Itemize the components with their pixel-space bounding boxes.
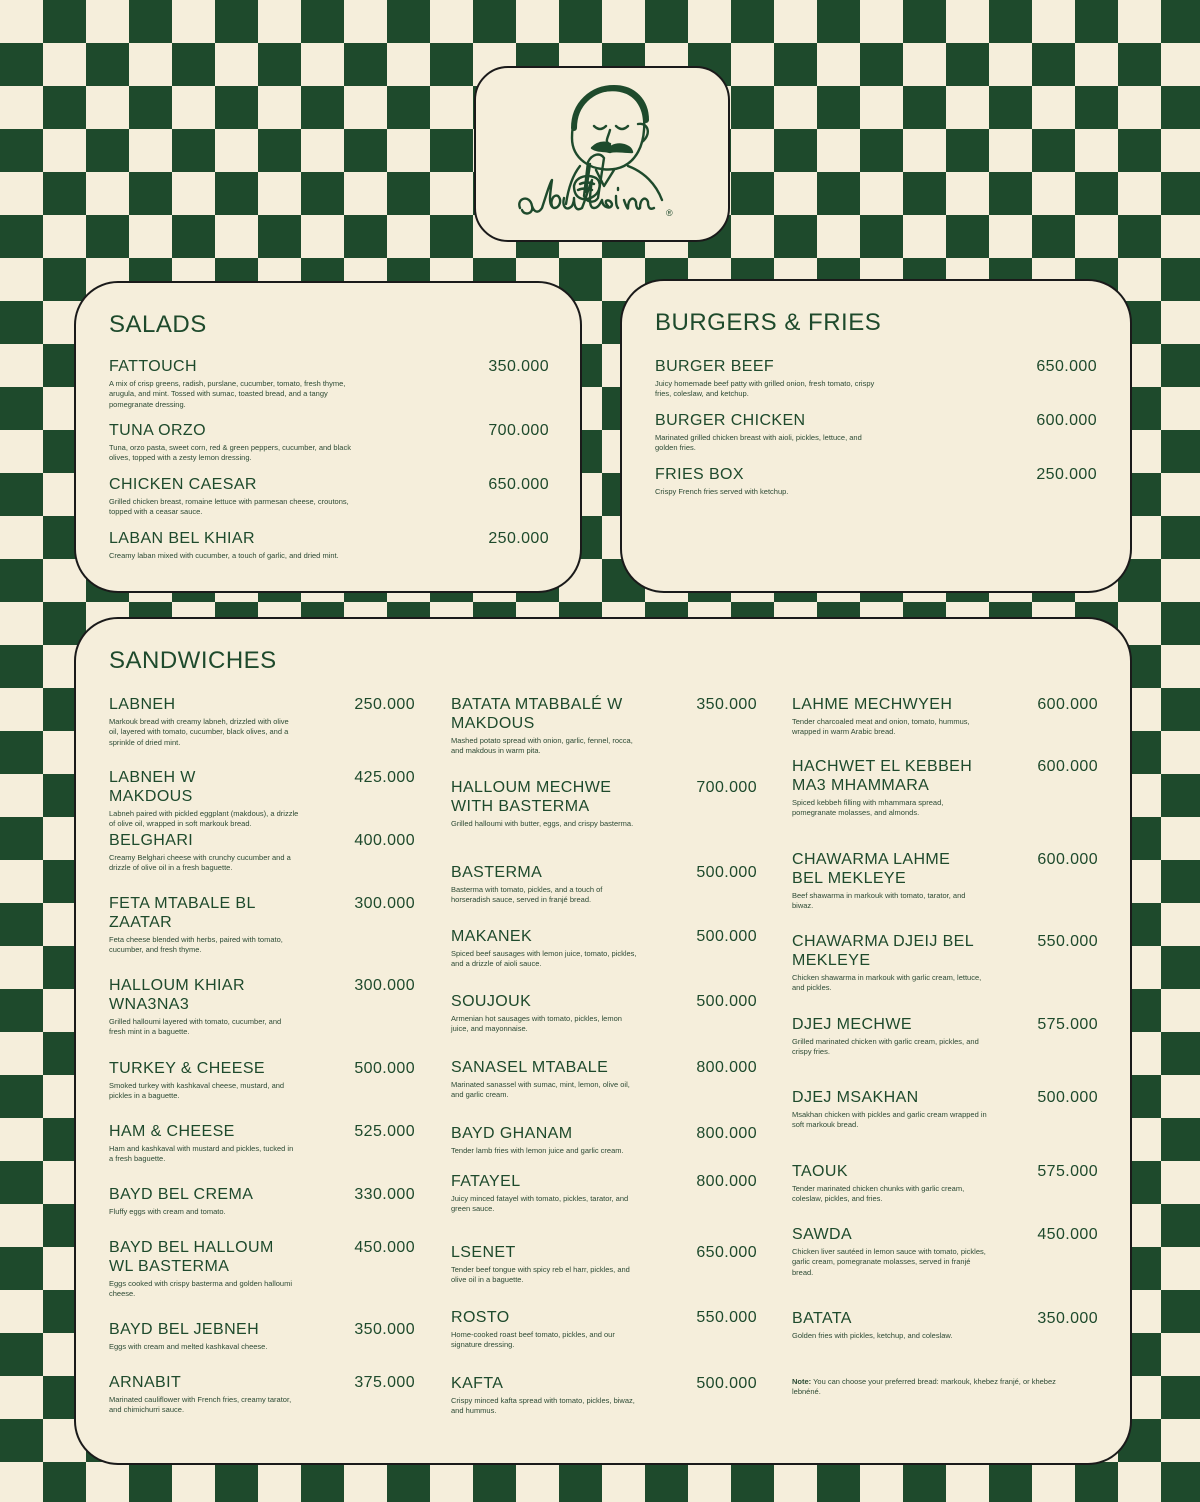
item-price: 375.000 (354, 1374, 415, 1391)
item-description: Creamy Belghari cheese with crunchy cucumber and a drizzle of olive oil in a fresh baguette. (109, 853, 291, 873)
menu-item (451, 778, 757, 829)
menu-item (451, 1172, 757, 1215)
item-description: Tender beef tongue with spicy reb el harr, pickles, and olive oil in a baguette. (451, 1265, 630, 1285)
menu-item (109, 529, 549, 561)
item-name: FRIES BOX (655, 466, 744, 483)
item-price: 500.000 (696, 993, 757, 1010)
bread-note (792, 1377, 1062, 1398)
item-name: SOUJOUK (451, 993, 532, 1010)
menu-item (109, 1122, 415, 1165)
menu-item (792, 695, 1098, 738)
item-name: CHAWARMA LAHME BEL MEKLEYE (792, 851, 951, 887)
item-name: HAM & CHEESE (109, 1123, 235, 1140)
menu-item (109, 976, 415, 1038)
menu-item (792, 757, 1098, 819)
menu-item (109, 1185, 415, 1217)
item-description: Spiced beef sausages with lemon juice, tomato, pickles, and a drizzle of aioli sauce. (451, 949, 637, 969)
item-description: Labneh paired with pickled eggplant (makdous), a drizzle of olive oil, wrapped in soft markouk bread. (109, 809, 299, 829)
item-description: Crispy French fries served with ketchup. (655, 487, 789, 496)
item-name: TAOUK (792, 1163, 848, 1180)
item-name: SANASEL MTABALE (451, 1059, 609, 1076)
bread-note-text: You can choose your preferred bread: markouk, khebez franjé, or khebez lebnéné. (792, 1377, 1056, 1397)
item-name: BELGHARI (109, 832, 194, 849)
salads-title: SALADS (109, 311, 207, 338)
item-name: BATATA MTABBALÉ W MAKDOUS (451, 696, 623, 732)
item-description: Marinated sanassel with sumac, mint, lemon, olive oil, and garlic cream. (451, 1080, 630, 1100)
item-description: Beef shawarma in markouk with tomato, tarator, and biwaz. (792, 891, 966, 911)
menu-item (109, 1059, 415, 1102)
menu-item (792, 1162, 1098, 1205)
registered-mark: ® (666, 208, 673, 218)
burgers-card (620, 279, 1132, 593)
item-description: Tuna, orzo pasta, sweet corn, red & green peppers, cucumber, and black olives, topped with a zesty lemon dressing. (109, 443, 351, 463)
item-name: TURKEY & CHEESE (109, 1060, 265, 1077)
item-description: Chicken liver sautéed in lemon sauce with tomato, pickles, garlic cream, pomegranate molasses, served in franjé bread. (792, 1247, 986, 1277)
item-name: BAYD BEL CREMA (109, 1186, 254, 1203)
menu-item (451, 695, 757, 757)
menu-item (655, 357, 1097, 400)
item-price: 700.000 (488, 422, 549, 439)
item-price: 500.000 (696, 928, 757, 945)
item-name: BAYD BEL HALLOUM WL BASTERMA (109, 1239, 274, 1275)
item-price: 350.000 (1037, 1310, 1098, 1327)
item-description: Eggs cooked with crispy basterma and golden halloumi cheese. (109, 1279, 293, 1299)
item-name: LABAN BEL KHIAR (109, 530, 255, 547)
menu-item (109, 768, 415, 830)
item-price: 350.000 (696, 696, 757, 713)
item-description: Smoked turkey with kashkaval cheese, mustard, and pickles in a baguette. (109, 1081, 285, 1101)
item-price: 600.000 (1037, 758, 1098, 775)
item-price: 600.000 (1037, 851, 1098, 868)
item-description: Tender charcoaled meat and onion, tomato, hummus, wrapped in warm Arabic bread. (792, 717, 970, 737)
item-price: 550.000 (696, 1309, 757, 1326)
item-price: 550.000 (1037, 933, 1098, 950)
item-price: 800.000 (696, 1173, 757, 1190)
item-price: 450.000 (354, 1239, 415, 1256)
sandwiches-card (74, 617, 1132, 1465)
item-description: Chicken shawarma in markouk with garlic cream, lettuce, and pickles. (792, 973, 982, 993)
item-description: A mix of crisp greens, radish, purslane, cucumber, tomato, fresh thyme, arugula, and mint. Tossed with sumac, toasted bread, and a tangy pomegranate dressing. (109, 379, 346, 409)
item-description: Grilled chicken breast, romaine lettuce with parmesan cheese, croutons, topped with a ceasar sauce. (109, 497, 349, 517)
item-name: ROSTO (451, 1309, 510, 1326)
item-name: BATATA (792, 1310, 852, 1327)
item-description: Juicy minced fatayel with tomato, pickles, tarator, and green sauce. (451, 1194, 629, 1214)
item-description: Golden fries with pickles, ketchup, and coleslaw. (792, 1331, 953, 1340)
menu-item (792, 1225, 1098, 1278)
menu-item (451, 1124, 757, 1156)
bread-note-label: Note: (792, 1377, 812, 1386)
item-price: 800.000 (696, 1125, 757, 1142)
item-name: BAYD GHANAM (451, 1125, 573, 1142)
item-price: 250.000 (354, 696, 415, 713)
item-price: 600.000 (1036, 412, 1097, 429)
item-name: KAFTA (451, 1375, 504, 1392)
logo-card (474, 66, 730, 242)
menu-item (792, 850, 1098, 912)
menu-item (109, 421, 549, 464)
item-price: 650.000 (1036, 358, 1097, 375)
menu-item (109, 894, 415, 956)
item-name: LABNEH (109, 696, 176, 713)
menu-item (792, 1088, 1098, 1131)
item-price: 350.000 (488, 358, 549, 375)
item-description: Home-cooked roast beef tomato, pickles, and our signature dressing. (451, 1330, 615, 1350)
item-description: Marinated cauliflower with French fries, creamy tarator, and chimichurri sauce. (109, 1395, 292, 1415)
item-name: HALLOUM KHIAR WNA3NA3 (109, 977, 245, 1013)
menu-item (655, 411, 1097, 454)
item-price: 425.000 (354, 769, 415, 786)
menu-item (451, 1308, 757, 1351)
item-description: Eggs with cream and melted kashkaval cheese. (109, 1342, 268, 1351)
item-price: 575.000 (1037, 1016, 1098, 1033)
item-price: 450.000 (1037, 1226, 1098, 1243)
item-price: 650.000 (488, 476, 549, 493)
item-name: BURGER BEEF (655, 358, 775, 375)
item-name: LAHME MECHWYEH (792, 696, 953, 713)
salads-card (74, 281, 582, 593)
item-name: HALLOUM MECHWE WITH BASTERMA (451, 779, 612, 815)
item-name: FATTOUCH (109, 358, 197, 375)
item-price: 250.000 (1036, 466, 1097, 483)
item-name: LSENET (451, 1244, 516, 1261)
menu-item (109, 1238, 415, 1300)
item-description: Mashed potato spread with onion, garlic, fennel, rocca, and makdous in warm pita. (451, 736, 633, 756)
item-price: 600.000 (1037, 696, 1098, 713)
item-description: Tender lamb fries with lemon juice and garlic cream. (451, 1146, 624, 1155)
item-name: LABNEH W MAKDOUS (109, 769, 196, 805)
item-description: Marinated grilled chicken breast with aioli, pickles, lettuce, and golden fries. (655, 433, 862, 453)
item-name: MAKANEK (451, 928, 533, 945)
item-name: BURGER CHICKEN (655, 412, 806, 429)
chef-illustration-icon (476, 68, 732, 244)
item-price: 250.000 (488, 530, 549, 547)
item-description: Creamy laban mixed with cucumber, a touch of garlic, and dried mint. (109, 551, 339, 560)
burgers-title: BURGERS & FRIES (655, 309, 882, 336)
item-description: Armenian hot sausages with tomato, pickles, lemon juice, and mayonnaise. (451, 1014, 622, 1034)
item-description: Grilled marinated chicken with garlic cream, pickles, and crispy fries. (792, 1037, 979, 1057)
item-description: Grilled halloumi with butter, eggs, and crispy basterma. (451, 819, 634, 828)
item-description: Msakhan chicken with pickles and garlic cream wrapped in soft markouk bread. (792, 1110, 987, 1130)
item-price: 330.000 (354, 1186, 415, 1203)
menu-item (451, 863, 757, 906)
item-name: BAYD BEL JEBNEH (109, 1321, 260, 1338)
item-name: SAWDA (792, 1226, 853, 1243)
menu-item (792, 1309, 1098, 1341)
menu-item (451, 1058, 757, 1101)
item-description: Ham and kashkaval with mustard and pickles, tucked in a fresh baguette. (109, 1144, 294, 1164)
item-description: Spiced kebbeh filling with mhammara spread, pomegranate molasses, and almonds. (792, 798, 944, 818)
item-price: 500.000 (1037, 1089, 1098, 1106)
item-description: Fluffy eggs with cream and tomato. (109, 1207, 226, 1216)
item-name: BASTERMA (451, 864, 543, 881)
item-description: Grilled halloumi layered with tomato, cucumber, and fresh mint in a baguette. (109, 1017, 282, 1037)
item-price: 700.000 (696, 779, 757, 796)
item-price: 500.000 (696, 864, 757, 881)
menu-item (109, 357, 549, 410)
item-price: 500.000 (696, 1375, 757, 1392)
menu-item (109, 831, 415, 874)
menu-item (451, 1374, 757, 1417)
menu-item (655, 465, 1097, 497)
menu-item (451, 1243, 757, 1286)
item-name: HACHWET EL KEBBEH MA3 MHAMMARA (792, 758, 973, 794)
sandwiches-title: SANDWICHES (109, 647, 277, 674)
menu-item (792, 932, 1098, 994)
item-price: 400.000 (354, 832, 415, 849)
item-description: Feta cheese blended with herbs, paired with tomato, cucumber, and fresh thyme. (109, 935, 283, 955)
menu-item (109, 695, 415, 748)
item-description: Markouk bread with creamy labneh, drizzled with olive oil, layered with tomato, cucumber, black olives, and a sprinkle of dried mint. (109, 717, 289, 747)
item-name: ARNABIT (109, 1374, 182, 1391)
item-description: Tender marinated chicken chunks with garlic cream, coleslaw, pickles, and fries. (792, 1184, 965, 1204)
item-price: 650.000 (696, 1244, 757, 1261)
item-price: 800.000 (696, 1059, 757, 1076)
item-price: 575.000 (1037, 1163, 1098, 1180)
menu-item (109, 1320, 415, 1352)
item-price: 350.000 (354, 1321, 415, 1338)
item-description: Juicy homemade beef patty with grilled onion, fresh tomato, crispy fries, coleslaw, and ketchup. (655, 379, 875, 399)
item-name: TUNA ORZO (109, 422, 206, 439)
item-price: 525.000 (354, 1123, 415, 1140)
item-name: FETA MTABALE BL ZAATAR (109, 895, 256, 931)
item-price: 300.000 (354, 895, 415, 912)
item-description: Basterma with tomato, pickles, and a touch of horseradish sauce, served in franjé bread. (451, 885, 603, 905)
menu-item (109, 475, 549, 518)
item-name: CHAWARMA DJEIJ BEL MEKLEYE (792, 933, 974, 969)
item-name: DJEJ MSAKHAN (792, 1089, 919, 1106)
item-name: FATAYEL (451, 1173, 521, 1190)
menu-item (451, 927, 757, 970)
item-name: DJEJ MECHWE (792, 1016, 912, 1033)
item-price: 300.000 (354, 977, 415, 994)
menu-item (109, 1373, 415, 1416)
item-name: CHICKEN CAESAR (109, 476, 257, 493)
menu-item (792, 1015, 1098, 1058)
menu-item (451, 992, 757, 1035)
item-description: Crispy minced kafta spread with tomato, pickles, biwaz, and hummus. (451, 1396, 635, 1416)
item-price: 500.000 (354, 1060, 415, 1077)
